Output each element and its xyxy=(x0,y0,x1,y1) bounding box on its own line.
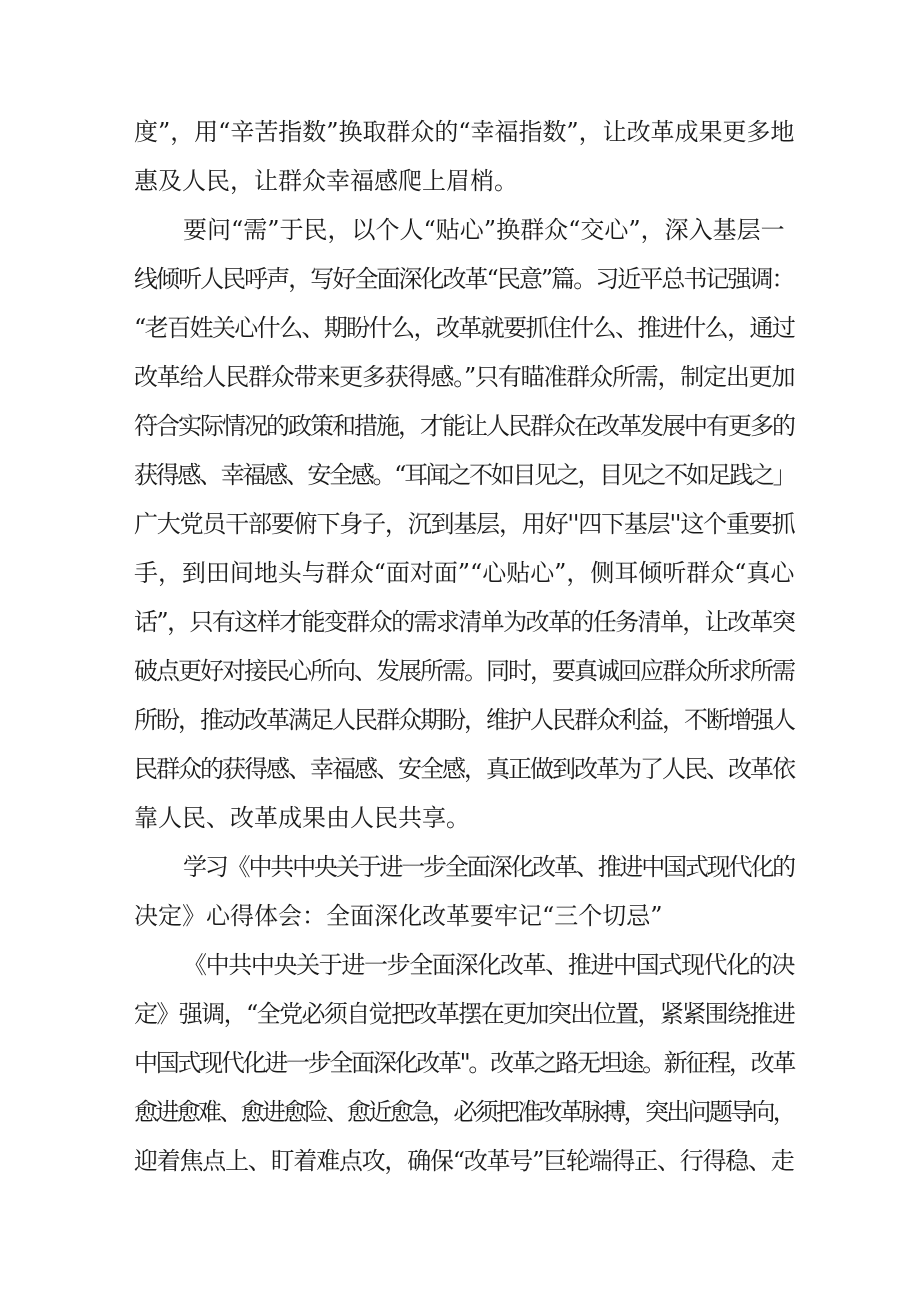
text-line: 广大党员干部要俯下身子，沉到基层，用好''四下基层''这个重要抓 xyxy=(134,510,795,538)
text-line: 中国式现代化进一步全面深化改革"。改革之路无坦途。新征程，改革 xyxy=(134,1049,795,1077)
text-line: 民群众的获得感、幸福感、安全感，真正做到改革为了人民、改革依 xyxy=(134,755,794,783)
section-heading: 学习《中共中央关于进一步全面深化改革、推进中国式现代化的 xyxy=(183,853,794,881)
text-line: 所盼，推动改革满足人民群众期盼，维护人民群众利益，不断增强人 xyxy=(134,706,794,734)
text-line: 定》强调，“全党必须自觉把改革摆在更加突出位置，紧紧围绕推进 xyxy=(134,1000,795,1028)
text-line: 愈进愈难、愈进愈险、愈近愈急，必须把准改革脉搏，突出问题导向， xyxy=(134,1098,794,1126)
text-line: 度”，用“辛苦指数”换取群众的“幸福指数”，让改革成果更多地 xyxy=(134,118,795,146)
text-line: 改革给人民群众带来更多获得感。”只有瞄准群众所需，制定出更加 xyxy=(134,363,795,391)
text-line: 《中共中央关于进一步全面深化改革、推进中国式现代化的决 xyxy=(183,951,794,979)
text-line: “老百姓关心什么、期盼什么，改革就要抓住什么、推进什么，通过 xyxy=(134,314,795,342)
section-heading: 决定》心得体会：全面深化改革要牢记“三个切忌” xyxy=(134,902,663,930)
text-line: 靠人民、改革成果由人民共享。 xyxy=(134,804,470,832)
text-line: 惠及人民，让群众幸福感爬上眉梢。 xyxy=(134,167,518,195)
text-line: 获得感、幸福感、安全感。“耳闻之不如目见之，目见之不如足践之」 xyxy=(134,461,795,489)
text-line: 迎着焦点上、盯着难点攻，确保“改革号”巨轮端得正、行得稳、走 xyxy=(134,1147,794,1175)
text-line: 破点更好对接民心所向、发展所需。同时，要真诚回应群众所求所需 xyxy=(134,657,794,685)
text-line: 线倾听人民呼声，写好全面深化改革“民意”篇。习近平总书记强调： xyxy=(134,265,794,293)
text-line: 符合实际情况的政策和措施，才能让人民群众在改革发展中有更多的 xyxy=(134,412,794,440)
text-line: 手，到田间地头与群众“面对面”“心贴心”，侧耳倾听群众“真心 xyxy=(134,559,795,587)
text-line: 要问“需”于民，以个人“贴心”换群众“交心”，深入基层一 xyxy=(183,216,785,244)
text-line: 话”，只有这样才能变群众的需求清单为改革的任务清单，让改革突 xyxy=(134,608,795,636)
